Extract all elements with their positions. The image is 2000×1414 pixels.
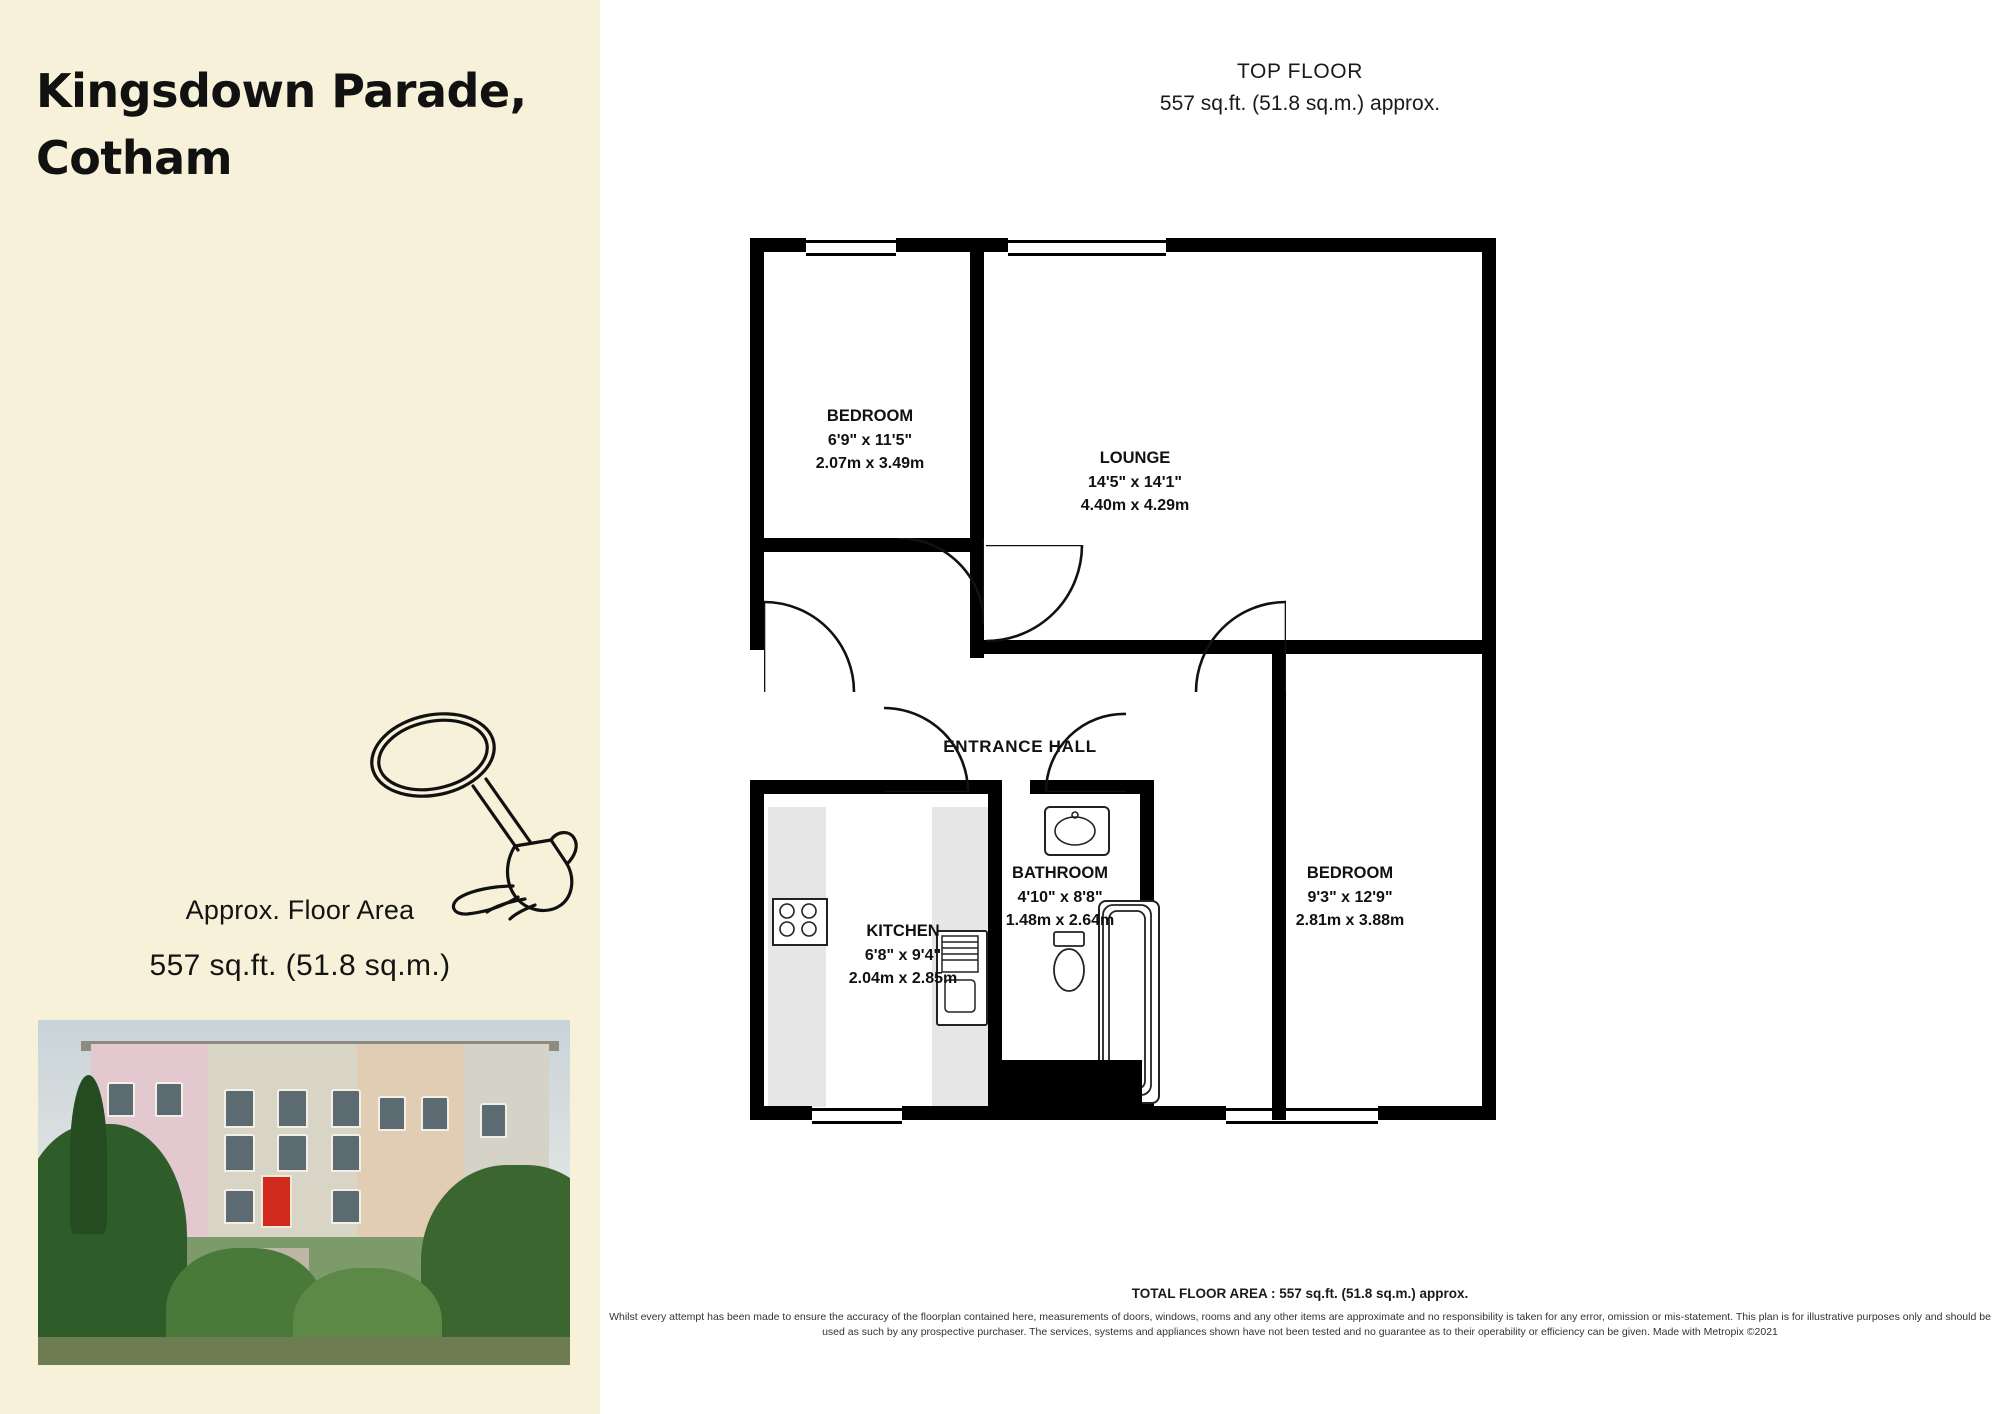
floor-level-label: TOP FLOOR [1237, 60, 1363, 83]
room-dims-imperial: 9'3" x 12'9" [1307, 888, 1393, 906]
page-title-line-1: Kingsdown Parade, [36, 64, 527, 118]
wall-bottom-mid [902, 1106, 1226, 1120]
floorplan-footer [600, 1286, 2000, 1340]
room-dims-metric: 1.48m x 2.64m [1005, 912, 1115, 930]
photo-hedge-foreground [38, 1337, 570, 1365]
floor-area-subheading: 557 sq.ft. (51.8 sq.m.) approx. [1159, 92, 1441, 115]
wall-left-upper [750, 238, 764, 650]
floor-area-value: 557 sq.ft. (51.8 sq.m.) [149, 949, 451, 982]
room-label-entrance-hall: ENTRANCE HALL [943, 737, 1097, 756]
photo-window [378, 1096, 406, 1131]
floor-area-label: Approx. Floor Area [185, 895, 415, 925]
page-title-line-2: Cotham [36, 130, 233, 185]
wall-top-right [1166, 238, 1496, 252]
photo-window [331, 1189, 362, 1224]
room-name: BEDROOM [826, 407, 914, 425]
wall-top-mid [896, 238, 1008, 252]
photo-cypress-tree [70, 1075, 107, 1234]
photo-foliage [421, 1165, 570, 1365]
room-dims-imperial: 14'5" x 14'1" [1088, 473, 1182, 491]
sidebar-panel [0, 0, 600, 1414]
photo-window [155, 1082, 183, 1117]
photo-window [277, 1089, 308, 1128]
toilet-fixture [1046, 930, 1092, 1000]
door-lounge [986, 545, 1096, 655]
window-bedroom-1 [806, 240, 896, 256]
room-name: LOUNGE [1099, 449, 1171, 467]
floorplan-drawing [600, 0, 2000, 1414]
window-lounge-top [1008, 240, 1166, 256]
room-dims-imperial: 6'9" x 11'5" [827, 431, 913, 449]
wall-bottom-left [750, 1106, 812, 1120]
photo-window [224, 1189, 255, 1224]
wall-bottom-right [1378, 1106, 1496, 1120]
property-photo [38, 1020, 570, 1365]
photo-window [107, 1082, 135, 1117]
room-name: BATHROOM [1012, 864, 1108, 882]
floor-area-block [0, 895, 600, 983]
door-bedroom-2 [1190, 596, 1286, 692]
wall-left-lower [750, 790, 764, 1120]
photo-window [421, 1096, 449, 1131]
room-dims-metric: 2.07m x 3.49m [815, 455, 925, 473]
room-dims-metric: 2.81m x 3.88m [1295, 912, 1405, 930]
door-entrance [764, 596, 860, 692]
window-kitchen [812, 1108, 902, 1124]
room-name: BEDROOM [1306, 864, 1394, 882]
room-label-bedroom-2 [1230, 862, 1470, 932]
photo-red-door [261, 1175, 292, 1227]
room-label-bedroom-1 [770, 405, 970, 475]
room-dims-imperial: 4'10" x 8'8" [1017, 888, 1103, 906]
room-dims-metric: 2.04m x 2.85m [848, 970, 958, 988]
wall-lounge-right-bottom [1272, 640, 1496, 654]
room-dims-imperial: 6'8" x 9'4" [864, 946, 942, 964]
door-bedroom-1 [884, 538, 984, 648]
photo-window [224, 1089, 255, 1128]
room-label-bathroom [930, 862, 1190, 932]
photo-window [331, 1089, 362, 1128]
basin-fixture [1044, 806, 1110, 856]
room-name: KITCHEN [866, 922, 940, 940]
photo-foliage [38, 1124, 187, 1366]
wall-right [1482, 238, 1496, 1120]
photo-window [480, 1103, 508, 1138]
window-bedroom-2 [1226, 1108, 1378, 1124]
floorplan-panel [600, 0, 2000, 1414]
disclaimer-text: Whilst every attempt has been made to ensure the accuracy of the floorplan contained here, measurements of doors, windows, rooms and any other items are approximate and no responsibility is taken for any error, omission or mis-statement. This plan is for illustrative purposes only and should be used as such by any prospective purchaser. The services, systems and appliances shown have not been tested and no guarantee as to their operability or efficiency can be given. Made with Metropix ©2021 [609, 1311, 1991, 1338]
photo-window [331, 1134, 362, 1173]
photo-window [224, 1134, 255, 1173]
room-fill-bedroom-1 [756, 247, 976, 539]
page-title [36, 58, 576, 191]
photo-window [277, 1134, 308, 1173]
room-label-lounge [1030, 447, 1240, 517]
storage-block [1002, 1060, 1142, 1106]
room-dims-metric: 4.40m x 4.29m [1080, 497, 1190, 515]
total-floor-area-text: TOTAL FLOOR AREA : 557 sq.ft. (51.8 sq.m.) approx. [1131, 1286, 1469, 1301]
